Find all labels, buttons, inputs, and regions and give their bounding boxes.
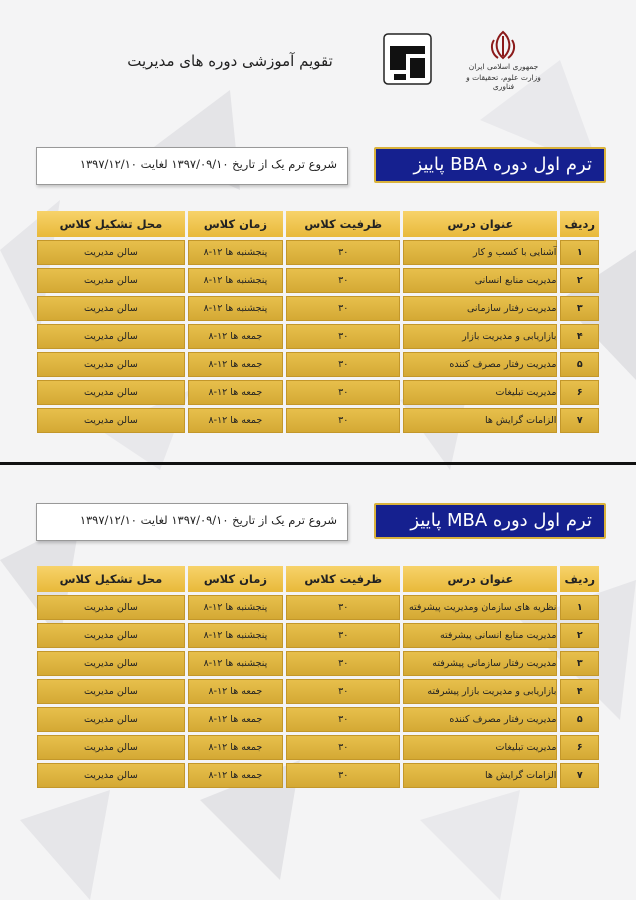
capacity: ۳۰ [286, 679, 401, 704]
mba-date-box: شروع ترم یک از تاریخ ۱۳۹۷/۰۹/۱۰ لغایت ۱۳۹۷/۱۲/۱۰ [36, 503, 348, 541]
class-time: جمعه ها ۱۲-۸ [188, 408, 283, 433]
location: سالن مدیریت [37, 352, 185, 377]
course-title: مدیریت تبلیغات [403, 380, 557, 405]
table-row [37, 735, 599, 760]
gov-name-line2: وزارت علوم، تحقیقات و فناوری [466, 73, 541, 91]
row-number: ۶ [560, 380, 599, 405]
location: سالن مدیریت [37, 380, 185, 405]
table-header-row [37, 566, 599, 592]
row-number: ۳ [560, 651, 599, 676]
institute-logo [380, 30, 435, 88]
course-title: مدیریت رفتار مصرف کننده [403, 707, 557, 732]
table-row [37, 324, 599, 349]
class-time: جمعه ها ۱۲-۸ [188, 380, 283, 405]
bba-course-table [34, 208, 602, 436]
location: سالن مدیریت [37, 707, 185, 732]
course-title: مدیریت رفتار سازمانی پیشرفته [403, 651, 557, 676]
col-row-number: ردیف [560, 566, 599, 592]
class-time: پنجشنبه ها ۱۲-۸ [188, 651, 283, 676]
row-number: ۵ [560, 707, 599, 732]
course-title: نظریه های سازمان ومدیریت پیشرفته [403, 595, 557, 620]
row-number: ۱ [560, 595, 599, 620]
location: سالن مدیریت [37, 735, 185, 760]
class-time: جمعه ها ۱۲-۸ [188, 324, 283, 349]
capacity: ۳۰ [286, 651, 401, 676]
col-capacity: ظرفیت کلاس [286, 211, 401, 237]
class-time: جمعه ها ۱۲-۸ [188, 735, 283, 760]
capacity: ۳۰ [286, 324, 401, 349]
table-row [37, 408, 599, 433]
table-row [37, 763, 599, 788]
row-number: ۴ [560, 324, 599, 349]
col-capacity: ظرفیت کلاس [286, 566, 401, 592]
class-time: پنجشنبه ها ۱۲-۸ [188, 595, 283, 620]
bba-date-box: شروع ترم یک از تاریخ ۱۳۹۷/۰۹/۱۰ لغایت ۱۳۹۷/۱۲/۱۰ [36, 147, 348, 185]
course-title: الزامات گرایش ها [403, 408, 557, 433]
col-course-title: عنوان درس [403, 211, 557, 237]
course-title: بازاریابی و مدیریت بازار [403, 324, 557, 349]
class-time: پنجشنبه ها ۱۲-۸ [188, 296, 283, 321]
course-title: بازاریابی و مدیریت بازار پیشرفته [403, 679, 557, 704]
capacity: ۳۰ [286, 763, 401, 788]
location: سالن مدیریت [37, 268, 185, 293]
capacity: ۳۰ [286, 240, 401, 265]
capacity: ۳۰ [286, 408, 401, 433]
class-time: پنجشنبه ها ۱۲-۸ [188, 268, 283, 293]
location: سالن مدیریت [37, 651, 185, 676]
table-row [37, 240, 599, 265]
table-row [37, 707, 599, 732]
row-number: ۷ [560, 763, 599, 788]
capacity: ۳۰ [286, 352, 401, 377]
col-course-title: عنوان درس [403, 566, 557, 592]
class-time: جمعه ها ۱۲-۸ [188, 679, 283, 704]
class-time: جمعه ها ۱۲-۸ [188, 352, 283, 377]
capacity: ۳۰ [286, 296, 401, 321]
col-class-time: زمان کلاس [188, 566, 283, 592]
class-time: پنجشنبه ها ۱۲-۸ [188, 623, 283, 648]
location: سالن مدیریت [37, 296, 185, 321]
row-number: ۱ [560, 240, 599, 265]
mba-term-banner: ترم اول دوره MBA پاییز [374, 503, 606, 539]
row-number: ۳ [560, 296, 599, 321]
location: سالن مدیریت [37, 595, 185, 620]
course-title: مدیریت منابع انسانی [403, 268, 557, 293]
page-title: تقویم آموزشی دوره های مدیریت [127, 52, 333, 70]
class-time: پنجشنبه ها ۱۲-۸ [188, 240, 283, 265]
row-number: ۵ [560, 352, 599, 377]
table-row [37, 352, 599, 377]
table-row [37, 296, 599, 321]
col-row-number: ردیف [560, 211, 599, 237]
col-location: محل تشکیل کلاس [37, 566, 185, 592]
capacity: ۳۰ [286, 595, 401, 620]
table-row [37, 268, 599, 293]
bba-term-banner: ترم اول دوره BBA پاییز [374, 147, 606, 183]
location: سالن مدیریت [37, 763, 185, 788]
table-row [37, 380, 599, 405]
gov-name-line1: جمهوری اسلامی ایران [468, 62, 539, 71]
location: سالن مدیریت [37, 623, 185, 648]
course-title: مدیریت تبلیغات [403, 735, 557, 760]
mba-course-table [34, 563, 602, 791]
course-title: مدیریت رفتار سازمانی [403, 296, 557, 321]
table-row [37, 679, 599, 704]
col-class-time: زمان کلاس [188, 211, 283, 237]
location: سالن مدیریت [37, 679, 185, 704]
row-number: ۲ [560, 623, 599, 648]
row-number: ۲ [560, 268, 599, 293]
class-time: جمعه ها ۱۲-۸ [188, 763, 283, 788]
capacity: ۳۰ [286, 707, 401, 732]
table-row [37, 595, 599, 620]
section-divider [0, 462, 636, 465]
row-number: ۷ [560, 408, 599, 433]
class-time: جمعه ها ۱۲-۸ [188, 707, 283, 732]
course-title: آشنایی با کسب و کار [403, 240, 557, 265]
col-location: محل تشکیل کلاس [37, 211, 185, 237]
capacity: ۳۰ [286, 735, 401, 760]
row-number: ۴ [560, 679, 599, 704]
course-title: مدیریت رفتار مصرف کننده [403, 352, 557, 377]
capacity: ۳۰ [286, 623, 401, 648]
location: سالن مدیریت [37, 324, 185, 349]
course-title: مدیریت منابع انسانی پیشرفته [403, 623, 557, 648]
location: سالن مدیریت [37, 240, 185, 265]
table-row [37, 623, 599, 648]
capacity: ۳۰ [286, 268, 401, 293]
table-row [37, 651, 599, 676]
location: سالن مدیریت [37, 408, 185, 433]
capacity: ۳۰ [286, 380, 401, 405]
row-number: ۶ [560, 735, 599, 760]
table-header-row [37, 211, 599, 237]
course-title: الزامات گرایش ها [403, 763, 557, 788]
